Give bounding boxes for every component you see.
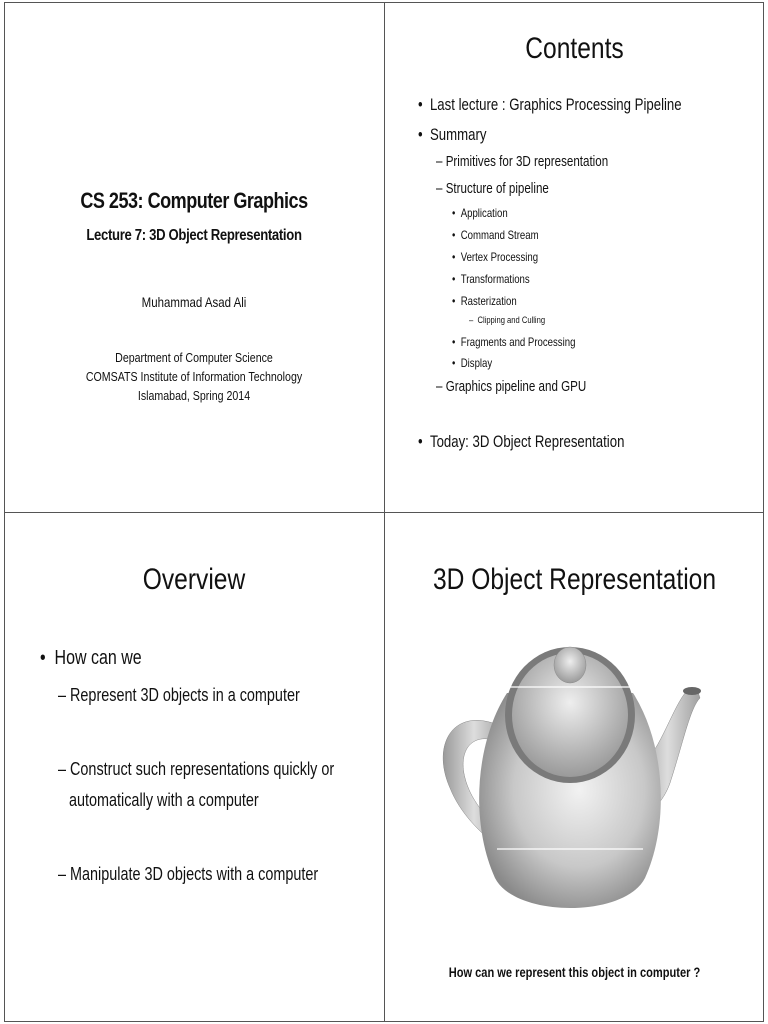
teapot-image [435, 633, 705, 933]
outline-item: • Fragments and Processing [452, 335, 576, 349]
author-name: Muhammad Asad Ali [141, 294, 247, 310]
overview-item: – Represent 3D objects in a computer [58, 685, 300, 705]
outline-item: • Command Stream [452, 228, 539, 242]
outline-item: • Last lecture : Graphics Processing Pipeline [418, 96, 682, 114]
affiliation-line: Islamabad, Spring 2014 [137, 389, 251, 403]
overview-item: • How can we [40, 647, 142, 669]
overview-item-continued: automatically with a computer [69, 790, 259, 810]
outline-item: • Rasterization [452, 294, 517, 308]
outline-item: – Primitives for 3D representation [436, 154, 609, 170]
outline-item: • Transformations [452, 272, 530, 286]
course-title: CS 253: Computer Graphics [80, 188, 308, 213]
slide-contents [385, 2, 764, 512]
slide-heading: Overview [142, 563, 246, 596]
overview-item: – Construct such representations quickly or [58, 759, 335, 779]
outline-item: • Application [452, 206, 508, 220]
outline-item: • Summary [418, 126, 487, 144]
affiliation-line: Department of Computer Science [115, 351, 273, 365]
outline-item: – Structure of pipeline [436, 181, 549, 197]
slide-title [4, 2, 384, 512]
outline-item: • Vertex Processing [452, 250, 539, 264]
affiliation-line: COMSATS Institute of Information Technology [85, 370, 303, 384]
outline-item: • Display [452, 356, 493, 370]
affiliation [33, 349, 356, 406]
outline-item: • Today: 3D Object Representation [418, 433, 625, 451]
slide-caption: How can we represent this object in computer ? [448, 965, 701, 980]
slide-heading: 3D Object Representation [432, 563, 717, 596]
lecture-subtitle: Lecture 7: 3D Object Representation [86, 227, 302, 244]
outline-item: – Clipping and Culling [469, 315, 546, 326]
slide-overview [4, 513, 384, 1022]
slide-3d-object [385, 513, 764, 1022]
slide-heading: Contents [525, 32, 624, 65]
overview-item: – Manipulate 3D objects with a computer [58, 864, 319, 884]
outline-item: – Graphics pipeline and GPU [436, 379, 587, 395]
